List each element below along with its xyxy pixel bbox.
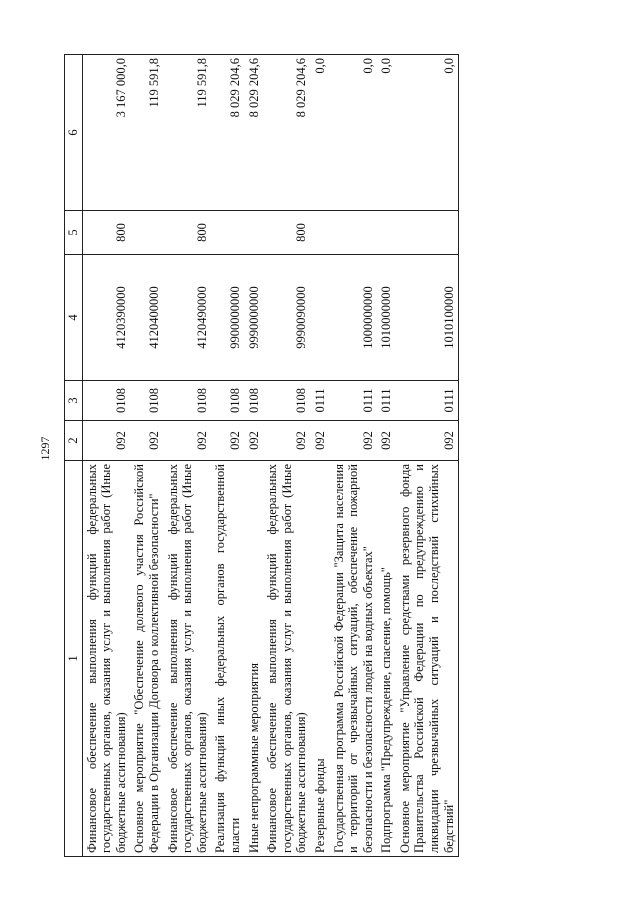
row-amount: 0,0 — [396, 55, 459, 211]
row-code-4: 1010100000 — [396, 255, 459, 381]
row-code-2: 092 — [82, 421, 130, 461]
row-code-2: 092 — [311, 421, 330, 461]
table-row — [396, 55, 459, 857]
row-code-3: 0108 — [211, 381, 244, 421]
row-code-5 — [311, 211, 330, 255]
table-row — [330, 55, 378, 857]
table-row — [377, 55, 396, 857]
row-code-4: 4120400000 — [130, 255, 163, 381]
row-code-3: 0108 — [164, 381, 212, 421]
row-amount: 3 167 000,0 — [82, 55, 130, 211]
column-header: 5 — [65, 211, 83, 255]
row-name: Финансовое обеспечение выполнения функций федеральных государственных органов, оказания услуг и выполнения работ (Иные бюджетные ассигнования) — [263, 461, 311, 857]
row-name: Резервные фонды — [311, 461, 330, 857]
row-code-3: 0111 — [396, 381, 459, 421]
row-code-4: 1010000000 — [377, 255, 396, 381]
row-code-3: 0111 — [377, 381, 396, 421]
row-amount: 0,0 — [377, 55, 396, 211]
row-code-4: 9900000000 — [211, 255, 244, 381]
row-code-5 — [130, 211, 163, 255]
column-header: 4 — [65, 255, 83, 381]
budget-table-rotated — [64, 55, 605, 857]
row-code-4: 4120390000 — [82, 255, 130, 381]
row-code-5 — [211, 211, 244, 255]
row-name: Подпрограмма "Предупреждение, спасение, помощь" — [377, 461, 396, 857]
row-name: Финансовое обеспечение выполнения функций федеральных государственных органов, оказания услуг и выполнения работ (Иные бюджетные ассигнования) — [164, 461, 212, 857]
row-code-5 — [245, 211, 264, 255]
header-row — [65, 55, 83, 857]
row-code-5: 800 — [263, 211, 311, 255]
row-code-2: 092 — [377, 421, 396, 461]
column-header: 1 — [65, 461, 83, 857]
row-code-4: 4120490000 — [164, 255, 212, 381]
row-code-2: 092 — [263, 421, 311, 461]
row-name: Финансовое обеспечение выполнения функций федеральных государственных органов, оказания услуг и выполнения работ (Иные бюджетные ассигнования) — [82, 461, 130, 857]
row-code-2: 092 — [130, 421, 163, 461]
row-amount: 0,0 — [311, 55, 330, 211]
row-code-5 — [330, 211, 378, 255]
row-code-2: 092 — [211, 421, 244, 461]
row-name: Основное мероприятие "Обеспечение долевого участия Российской Федерации в Организации Договора о коллективной безопасности" — [130, 461, 163, 857]
budget-table — [64, 54, 459, 857]
row-code-2: 092 — [330, 421, 378, 461]
page-number: 1297 — [38, 436, 52, 461]
row-name: Реализация функций иных федеральных органов государственной власти — [211, 461, 244, 857]
table-row — [245, 55, 264, 857]
row-amount: 8 029 204,6 — [211, 55, 244, 211]
row-code-3: 0108 — [245, 381, 264, 421]
row-code-3: 0108 — [263, 381, 311, 421]
row-code-5 — [396, 211, 459, 255]
row-code-5: 800 — [82, 211, 130, 255]
row-code-3: 0111 — [311, 381, 330, 421]
column-header: 2 — [65, 421, 83, 461]
table-row — [211, 55, 244, 857]
row-code-3: 0111 — [330, 381, 378, 421]
row-code-2: 092 — [245, 421, 264, 461]
row-amount: 119 591,8 — [164, 55, 212, 211]
table-row — [82, 55, 130, 857]
row-code-3: 0108 — [130, 381, 163, 421]
row-amount: 8 029 204,6 — [245, 55, 264, 211]
column-header: 3 — [65, 381, 83, 421]
table-row — [164, 55, 212, 857]
table-row — [130, 55, 163, 857]
row-name: Государственная программа Российской Федерации "Защита населения и территорий от чрезвычайных ситуаций, обеспечение пожарной безопасности и безопасности людей на водных объектах" — [330, 461, 378, 857]
table-row — [311, 55, 330, 857]
row-code-4: 9990000000 — [245, 255, 264, 381]
row-code-4 — [311, 255, 330, 381]
table-row — [263, 55, 311, 857]
row-amount: 8 029 204,6 — [263, 55, 311, 211]
row-code-2: 092 — [396, 421, 459, 461]
row-code-4: 9990090000 — [263, 255, 311, 381]
row-amount: 0,0 — [330, 55, 378, 211]
row-code-5: 800 — [164, 211, 212, 255]
row-name: Основное мероприятие "Управление средствами резервного фонда Правительства Российской Федерации по предупреждению и ликвидации чрезвычайных ситуаций и последствий стихийных бедствий" — [396, 461, 459, 857]
table-body — [82, 55, 459, 857]
row-amount: 119 591,8 — [130, 55, 163, 211]
row-name: Иные непрограммные мероприятия — [245, 461, 264, 857]
row-code-5 — [377, 211, 396, 255]
column-header: 6 — [65, 55, 83, 211]
row-code-3: 0108 — [82, 381, 130, 421]
row-code-4: 1000000000 — [330, 255, 378, 381]
row-code-2: 092 — [164, 421, 212, 461]
